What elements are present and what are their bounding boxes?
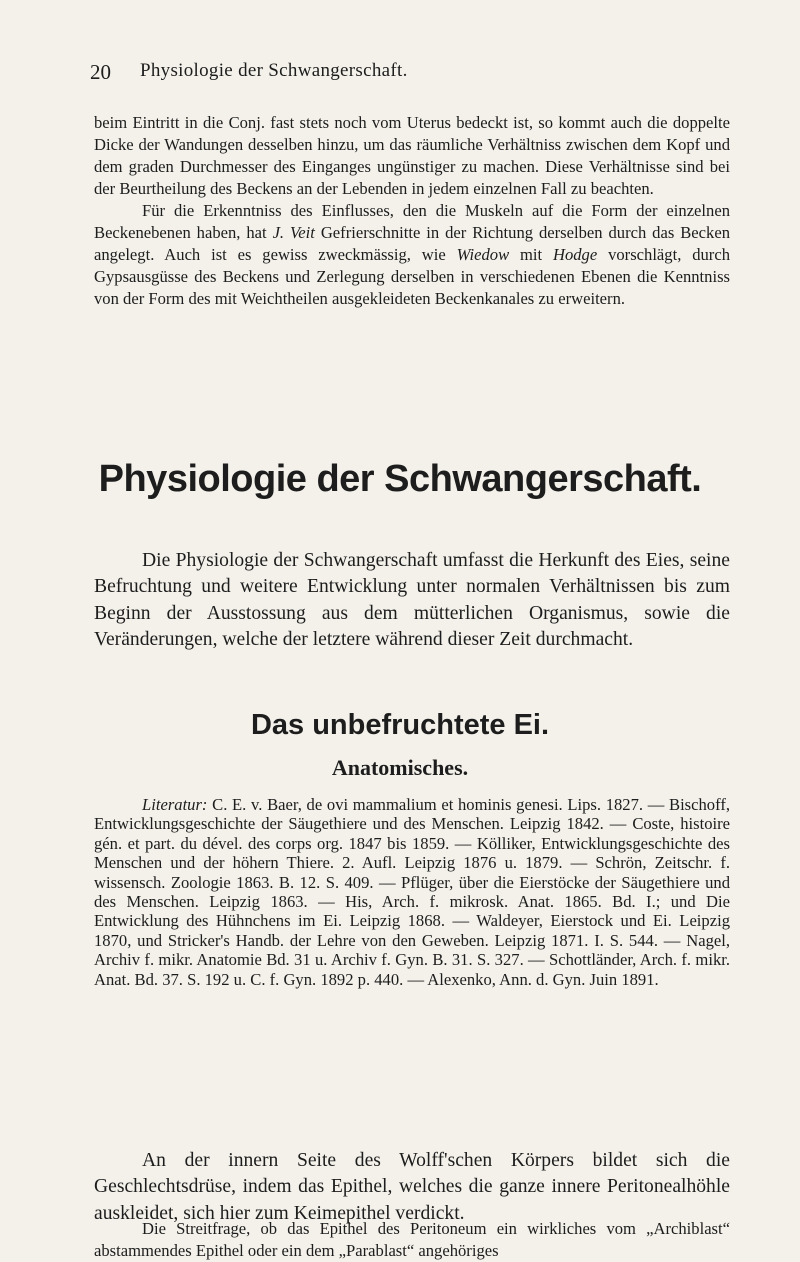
author-name-wiedow: Wiedow — [456, 245, 510, 264]
chapter-heading: Physiologie der Schwangerschaft. — [98, 458, 702, 500]
literature-block — [94, 795, 730, 989]
intro-p2-part-c: mit — [509, 245, 553, 264]
intro-paragraph-2 — [94, 200, 730, 310]
chapter-intro — [94, 548, 730, 653]
intro-p2-part-b: Gefrierschnitte in der Richtung derselben durch das Becken angelegt. Auch ist es gewiss zweckmässig, wie — [94, 223, 730, 264]
page-number: 20 — [90, 60, 111, 84]
subsection-heading: Anatomisches. — [331, 755, 469, 780]
page-header — [90, 60, 730, 90]
author-name-veit: J. Veit — [272, 223, 315, 242]
intro-p2-part-d: vorschlägt, durch Gypsausgüsse des Beckens und Zerlegung derselben in verschiedenen Ebenen die Kenntniss von der Form des mit Weichtheilen ausgekleideten Beckenkanales zu erweitern. — [94, 245, 730, 308]
literature-paragraph — [94, 795, 730, 989]
intro-p2-part-a: Für die Erkenntniss des Einflusses, den die Muskeln auf die Form der einzelnen Beckenebenen haben, hat — [94, 201, 730, 242]
running-head: Physiologie der Schwangerschaft. — [140, 60, 408, 81]
intro-paragraph-1: beim Eintritt in die Conj. fast stets noch vom Uterus bedeckt ist, so kommt auch die doppelte Dicke der Wandungen desselben hinzu, um das räumliche Verhältniss zwischen dem Kopf und dem graden Durchmesser des Einganges ungünstiger zu machen. Diese Verhältnisse sind bei der Beurtheilung des Beckens an der Lebenden in jedem einzelnen Fall zu beachten. — [94, 113, 730, 198]
chapter-intro-paragraph: Die Physiologie der Schwangerschaft umfasst die Herkunft des Eies, seine Befruchtung und weitere Entwicklung unter normalen Verhältnissen bis zum Beginn der Ausstossung aus dem mütterlichen Organismus, sowie die Veränderungen, welche der letztere während dieser Zeit durchmacht. — [94, 550, 730, 650]
intro-text — [94, 112, 730, 310]
body-paragraph: An der innern Seite des Wolff'schen Körpers bildet sich die Geschlechtsdrüse, indem das Epithel, welches die ganze innere Peritonealhöhle auskleidet, sich hier zum Keimepithel verdickt. — [94, 1150, 730, 1224]
author-name-hodge: Hodge — [552, 245, 598, 264]
body-text — [94, 1148, 730, 1227]
section-heading: Das unbefruchtete Ei. — [250, 709, 550, 741]
literature-references: C. E. v. Baer, de ovi mammalium et hominis genesi. Lips. 1827. — Bischoff, Entwicklungsgeschichte der Säugethiere und des Menschen. Leipzig 1842. — Coste, histoire gén. et part. du dével. des corps org. 1847 bis 1859. — Kölliker, Entwicklungsgeschichte des Menschen und der höhern Thiere. 2. Aufl. Leipzig 1876 u. 1879. — Schrön, Zeitschr. f. wissensch. Zoologie 1863. B. 12. S. 409. — Pflüger, über die Eierstöcke der Säugethiere und des Menschen. Leipzig 1863. — His, Arch. f. mikrosk. Anat. 1865. Bd. I.; und Die Entwicklung des Hühnchens im Ei. Leipzig 1868. — Waldeyer, Eierstock und Ei. Leipzig 1870, und Stricker's Handb. der Lehre von den Geweben. Leipzig 1871. I. S. 544. — Nagel, Archiv f. mikr. Anatomie Bd. 31 u. Archiv f. Gyn. B. 31. S. 327. — Schottländer, Arch. f. mikr. Anat. Bd. 37. S. 192 u. C. f. Gyn. 1892 p. 440. — Alexenko, Ann. d. Gyn. Juin 1891. — [94, 795, 730, 989]
final-paragraph: Die Streitfrage, ob das Epithel des Peritoneum ein wirkliches vom „Archiblast“ abstammendes Epithel oder ein dem „Parablast“ angehöriges — [94, 1219, 730, 1260]
literature-label: Literatur: — [142, 795, 208, 814]
final-text — [94, 1218, 730, 1262]
